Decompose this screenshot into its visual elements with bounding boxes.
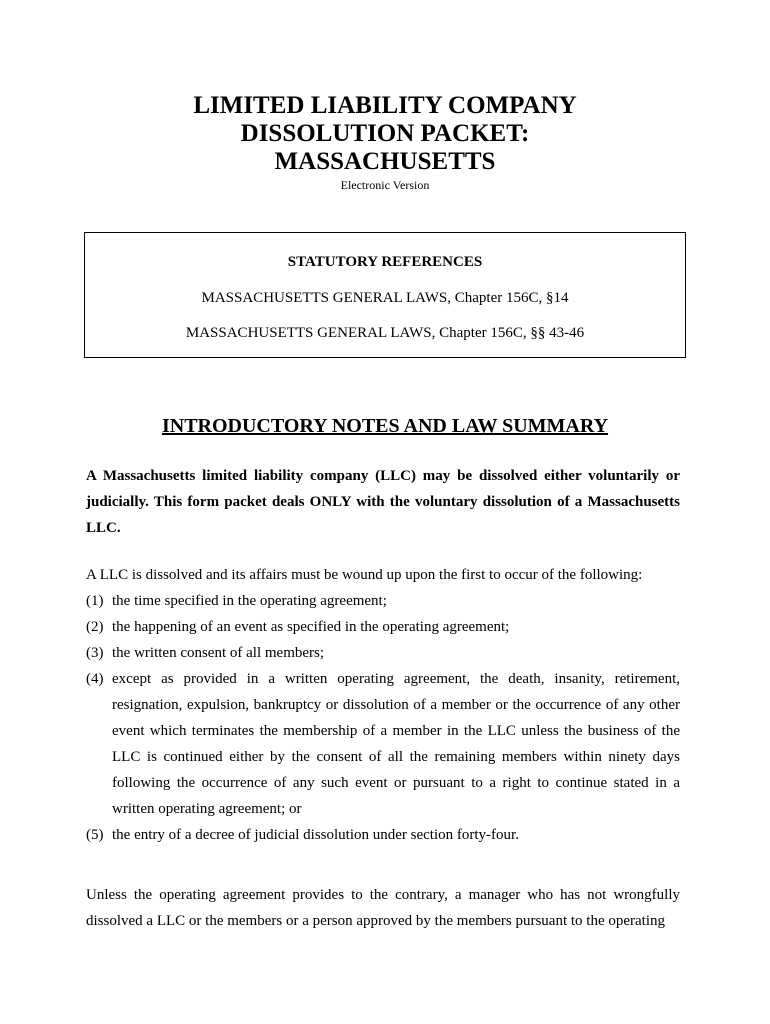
list-item-text: the happening of an event as specified in the operating agreement; xyxy=(112,619,510,635)
dissolution-conditions-list xyxy=(86,588,680,848)
statutory-reference-1: MASSACHUSETTS GENERAL LAWS, Chapter 156C, §14 xyxy=(201,290,569,306)
list-item xyxy=(86,666,680,822)
list-item-text: the time specified in the operating agreement; xyxy=(112,593,387,609)
list-item xyxy=(86,588,680,614)
list-item-text: except as provided in a written operating agreement, the death, insanity, retirement, resignation, expulsion, bankruptcy or dissolution of a member or the occurrence of any other event which terminates the membership of a member in the LLC unless the business of the LLC is continued either by the consent of all the remaining members within ninety days following the occurrence of any such event or pursuant to a right to continue stated in a written operating agreement; or xyxy=(112,671,680,817)
list-item-number: (5) xyxy=(86,827,104,843)
title-line-1: LIMITED LIABILITY COMPANY xyxy=(193,92,577,119)
title-line-2: DISSOLUTION PACKET: xyxy=(240,120,530,147)
list-item xyxy=(86,822,680,848)
statutory-reference-2: MASSACHUSETTS GENERAL LAWS, Chapter 156C, §§ 43-46 xyxy=(185,325,585,341)
document-title-block xyxy=(0,92,770,193)
closing-paragraph: Unless the operating agreement provides to the contrary, a manager who has not wrongfully dissolved a LLC or the members or a person approved by the members pursuant to the operating xyxy=(86,887,680,929)
list-item-text: the entry of a decree of judicial dissolution under section forty-four. xyxy=(112,827,519,843)
intro-paragraph: A Massachusetts limited liability company (LLC) may be dissolved either voluntarily or judicially. This form packet deals ONLY with the voluntary dissolution of a Massachusetts LLC. xyxy=(86,468,680,536)
list-item-number: (2) xyxy=(86,619,104,635)
section-heading: INTRODUCTORY NOTES AND LAW SUMMARY xyxy=(161,415,609,437)
list-item xyxy=(86,614,680,640)
statutory-references-box xyxy=(84,232,686,358)
list-item-text: the written consent of all members; xyxy=(112,645,325,661)
list-item xyxy=(86,640,680,666)
list-item-number: (1) xyxy=(86,593,104,609)
subtitle: Electronic Version xyxy=(340,178,430,192)
list-item-number: (4) xyxy=(86,671,104,687)
dissolution-list-intro: A LLC is dissolved and its affairs must be wound up upon the first to occur of the following: xyxy=(86,567,643,583)
statutory-references-heading: STATUTORY REFERENCES xyxy=(287,254,483,270)
title-line-3: MASSACHUSETTS xyxy=(274,148,496,175)
list-item-number: (3) xyxy=(86,645,104,661)
